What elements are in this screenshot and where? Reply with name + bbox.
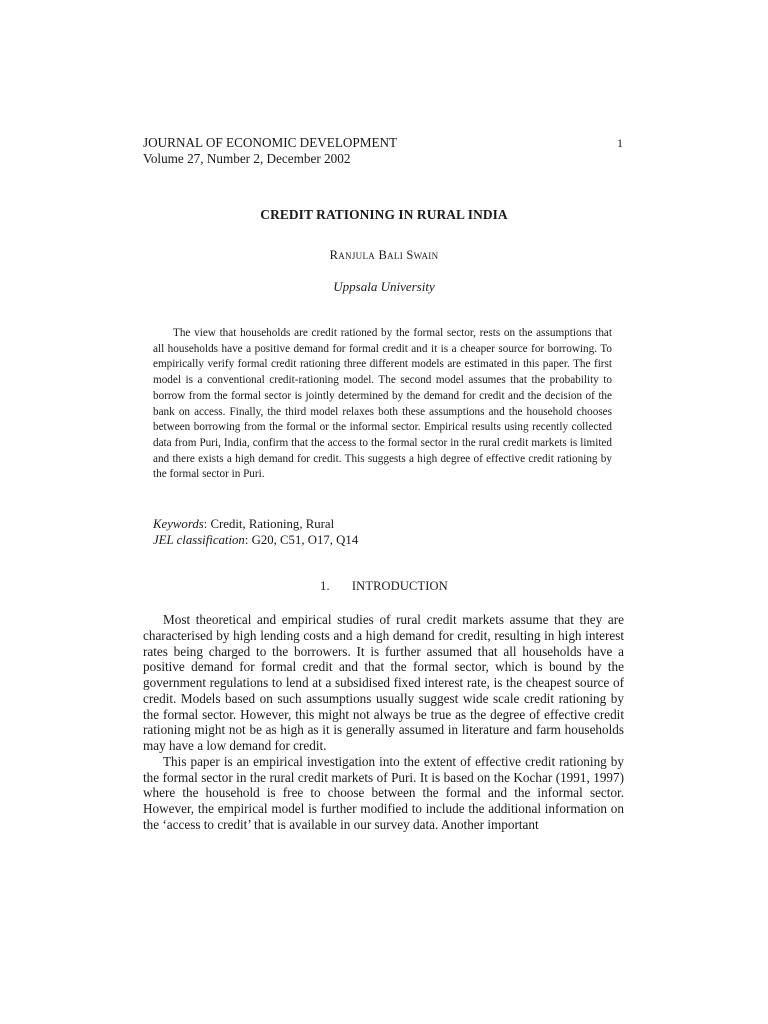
keywords-value: : Credit, Rationing, Rural bbox=[203, 517, 335, 531]
keywords bbox=[153, 516, 334, 532]
jel-classification bbox=[153, 532, 358, 548]
abstract: The view that households are credit rationed by the formal sector, rests on the assumptions that all households have a positive demand for formal credit and it is a cheaper source for borrowing. To empirically verify formal credit rationing three different models are estimated in this paper. The first model is a conventional credit-rationing model. The second model assumes that the probability to borrow from the formal sector is jointly determined by the demand for credit and the decision of the bank on access. Finally, the third model relaxes both these assumptions and the household chooses between borrowing from the formal or the informal sector. Empirical results using recently collected data from Puri, India, confirm that the access to the formal sector in the rural credit markets is limited and there exists a high demand for credit. This suggests a high degree of effective credit rationing by the formal sector in Puri. bbox=[153, 327, 612, 481]
journal-name: JOURNAL OF ECONOMIC DEVELOPMENT bbox=[143, 135, 398, 150]
paper-title: CREDIT RATIONING IN RURAL INDIA bbox=[260, 207, 508, 222]
body-paragraph: This paper is an empirical investigation into the extent of effective credit rationing by the formal sector in the rural credit markets of Puri. It is based on the Kochar (1991, 1997) where the household is free to choose between the formal and the informal sector. However, the empirical model is further modified to include the additional information on the ‘access to credit’ that is available in our survey data. Another important bbox=[143, 753, 624, 832]
author-affiliation: Uppsala University bbox=[333, 279, 435, 294]
author-name: Ranjula Bali Swain bbox=[329, 248, 439, 262]
body-text bbox=[143, 612, 624, 833]
section-number: 1. bbox=[320, 579, 330, 593]
journal-volume: Volume 27, Number 2, December 2002 bbox=[143, 151, 351, 166]
body-paragraph: Most theoretical and empirical studies of rural credit markets assume that they are characterised by high lending costs and a high demand for credit, resulting in high interest rates being charged to the borrowers. It is further assumed that all households have a positive demand for formal credit and that the formal sector, which is bound by the government regulations to lend at a subsidised fixed interest rate, is the cheapest source of credit. Models based on such assumptions usually suggest wide scale credit rationing by the formal sector. However, this might not always be true as the degree of effective credit rationing might not be as high as it is generally assumed in literature and farm households may have a low demand for credit. bbox=[143, 612, 624, 753]
page-number: 1 bbox=[617, 136, 623, 150]
jel-value: : G20, C51, O17, Q14 bbox=[244, 533, 359, 547]
jel-label: JEL classification bbox=[153, 533, 245, 547]
keywords-label: Keywords bbox=[153, 517, 204, 531]
section-title: INTRODUCTION bbox=[351, 579, 448, 593]
section-heading bbox=[0, 579, 768, 594]
